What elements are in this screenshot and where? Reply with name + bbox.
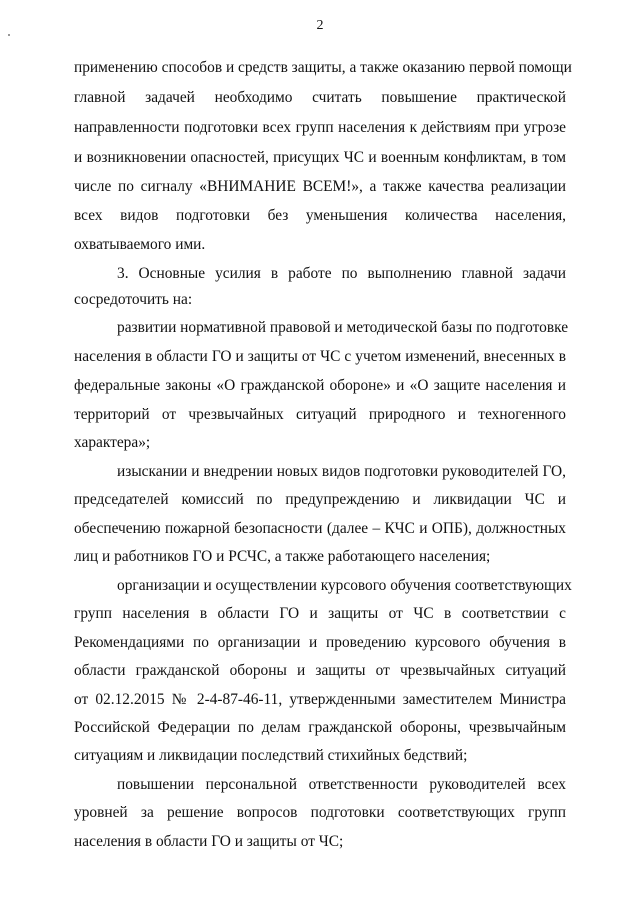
text-line: лиц и работников ГО и РСЧС, а также работающего населения; — [74, 548, 491, 565]
text-line: Рекомендациями по организации и проведению курсового обучения в — [74, 634, 566, 651]
text-line: федеральные законы «О гражданской обороне» и «О защите населения и — [74, 377, 566, 394]
text-line: главной задачей необходимо считать повышение практической — [74, 89, 566, 106]
paragraph-first-line: развитии нормативной правовой и методической базы по подготовке — [117, 319, 569, 336]
text-line: Российской Федерации по делам гражданской обороны, чрезвычайным — [74, 719, 566, 736]
text-line: и возникновении опасностей, присущих ЧС и военным конфликтам, в том — [74, 149, 566, 166]
text-line: сосредоточить на: — [74, 291, 193, 308]
text-line: области гражданской обороны и защиты от чрезвычайных ситуаций — [74, 662, 566, 679]
text-line: применению способов и средств защиты, а также оказанию первой помощи — [74, 59, 572, 76]
paragraph-first-line: изыскании и внедрении новых видов подготовки руководителей ГО, — [117, 463, 566, 480]
text-line: групп населения в области ГО и защиты от ЧС в соответствии с — [74, 605, 566, 622]
text-line: от 02.12.2015 № 2-4-87-46-11, утвержденными заместителем Министра — [74, 691, 566, 708]
text-line: направленности подготовки всех групп населения к действиям при угрозе — [74, 119, 566, 136]
text-line: уровней за решение вопросов подготовки соответствующих групп — [74, 804, 566, 821]
text-line: территорий от чрезвычайных ситуаций природного и техногенного — [74, 406, 566, 423]
text-line: обеспечению пожарной безопасности (далее – КЧС и ОПБ), должностных — [74, 520, 566, 537]
text-line: характера»; — [74, 434, 151, 451]
text-line: населения в области ГО и защиты от ЧС с учетом изменений, внесенных в — [74, 348, 566, 365]
text-line: председателей комиссий по предупреждению и ликвидации ЧС и — [74, 491, 566, 508]
paragraph-first-line: организации и осуществлении курсового обучения соответствующих — [117, 577, 572, 594]
text-line: ситуациям и ликвидации последствий стихийных бедствий; — [74, 747, 468, 764]
text-line: числе по сигналу «ВНИМАНИЕ ВСЕМ!», а также качества реализации — [74, 178, 566, 195]
text-line: охватываемого ими. — [74, 236, 206, 253]
paragraph-first-line: повышении персональной ответственности руководителей всех — [117, 776, 566, 793]
page-number: 2 — [316, 18, 324, 33]
paragraph-first-line: 3. Основные усилия в работе по выполнению главной задачи — [117, 265, 566, 282]
text-line: всех видов подготовки без уменьшения количества населения, — [74, 207, 566, 224]
scan-speck — [8, 34, 10, 36]
text-line: населения в области ГО и защиты от ЧС; — [74, 833, 344, 850]
